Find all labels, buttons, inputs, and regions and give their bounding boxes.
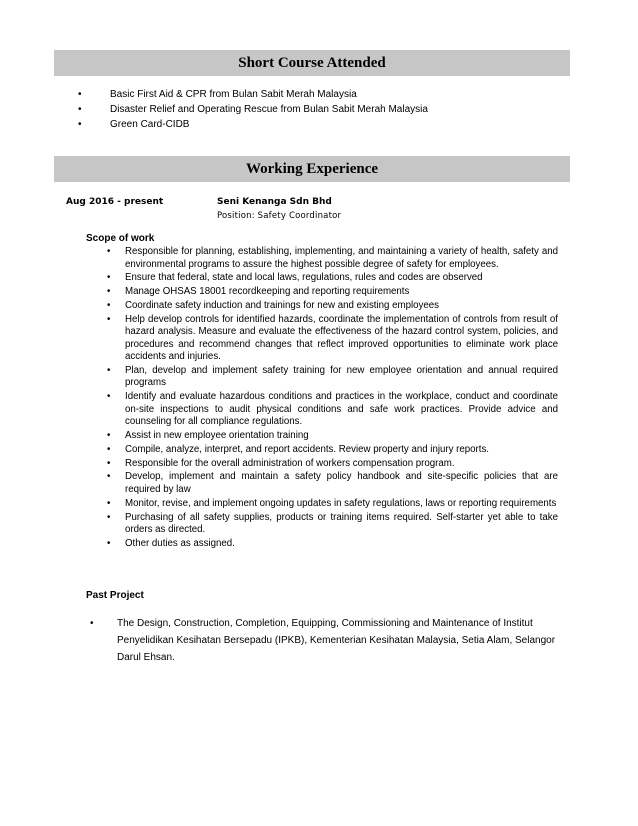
past-project-list (86, 615, 558, 666)
scope-item: • Coordinate safety induction and trainings for new and existing employees (86, 300, 558, 313)
job-company: Seni Kenanga Sdn Bhd (217, 197, 332, 207)
short-course-list (66, 87, 566, 132)
scope-of-work-list (86, 246, 558, 552)
scope-item: • Purchasing of all safety supplies, products or training items required. Self-starter yet able to take orders as directed. (86, 512, 558, 537)
scope-item: • Help develop controls for identified hazards, coordinate the implementation of controls from result of hazard analysis. Measure and evaluate the effectiveness of the hazard control system, policies, and procedures and recommend changes that reflect improved opportunities to eliminate work place accidents and injuries. (86, 314, 558, 364)
past-project-title: Past Project (86, 590, 144, 601)
short-course-item: • Green Card-CIDB (66, 117, 566, 132)
working-experience-header: Working Experience (54, 156, 570, 182)
scope-item: • Other duties as assigned. (86, 538, 558, 551)
past-project-item: • The Design, Construction, Completion, Equipping, Commissioning and Maintenance of Institut Penyelidikan Kesihatan Bersepadu (IPKB), Kementerian Kesihatan Malaysia, Setia Alam, Selangor Darul Ehsan. (86, 615, 558, 666)
job-period: Aug 2016 - present (66, 197, 164, 207)
scope-item: • Manage OHSAS 18001 recordkeeping and reporting requirements (86, 286, 558, 299)
short-course-header: Short Course Attended (54, 50, 570, 76)
scope-item: • Responsible for the overall administration of workers compensation program. (86, 458, 558, 471)
scope-of-work-title: Scope of work (86, 233, 155, 244)
scope-item: • Compile, analyze, interpret, and report accidents. Review property and injury reports. (86, 444, 558, 457)
scope-item: • Responsible for planning, establishing, implementing, and maintaining a variety of health, safety and environmental programs to assure the highest possible degree of safety for employees. (86, 246, 558, 271)
scope-item: • Monitor, revise, and implement ongoing updates in safety regulations, laws or reporting requirements (86, 498, 558, 511)
short-course-item: • Disaster Relief and Operating Rescue from Bulan Sabit Merah Malaysia (66, 102, 566, 117)
scope-item: • Identify and evaluate hazardous conditions and practices in the workplace, conduct and coordinate on-site inspections to audit physical conditions and safe work practices. Provide advice and counseling for all compliance regulations. (86, 391, 558, 429)
scope-item: • Develop, implement and maintain a safety policy handbook and site-specific policies that are required by law (86, 471, 558, 496)
scope-item: • Assist in new employee orientation training (86, 430, 558, 443)
short-course-item: • Basic First Aid & CPR from Bulan Sabit Merah Malaysia (66, 87, 566, 102)
job-position: Position: Safety Coordinator (217, 211, 342, 221)
scope-item: • Ensure that federal, state and local laws, regulations, rules and codes are observed (86, 272, 558, 285)
scope-item: • Plan, develop and implement safety training for new employee orientation and annual required programs (86, 365, 558, 390)
